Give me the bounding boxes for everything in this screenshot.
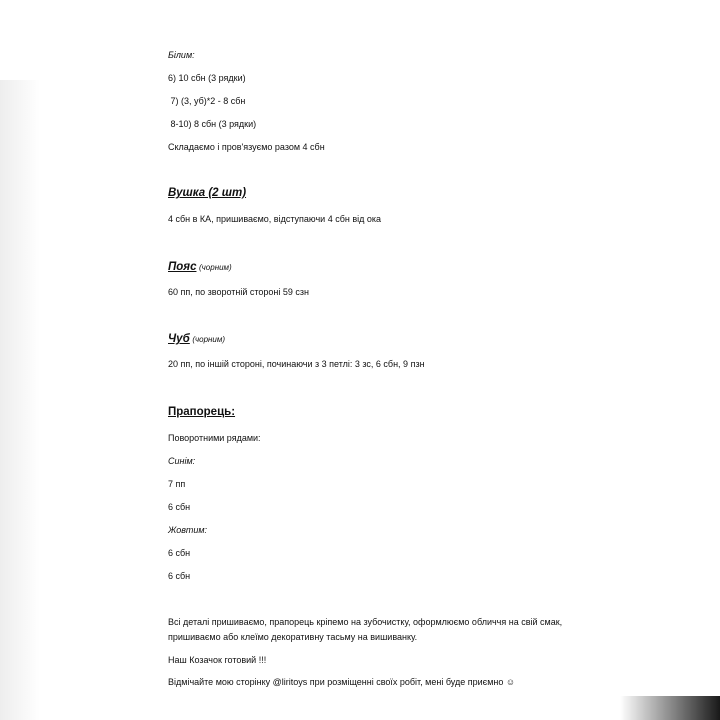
body-section-title: Білим: <box>168 50 195 60</box>
ears-text: 4 сбн в КА, пришиваємо, відступаючи 4 сбн від ока <box>168 214 381 224</box>
body-line-6: 6) 10 сбн (3 рядки) <box>168 73 246 83</box>
ready-line: Наш Козачок готовий !!! <box>168 655 267 665</box>
flag-blue-row: 6 сбн <box>168 502 191 512</box>
flag-blue-row: 7 пп <box>168 479 186 489</box>
assembly-paragraph: Всі деталі пришиваємо, прапорець кріпемо на зубочистку, оформлюємо обличчя на свій смак, пришиваємо або клеїмо декоративну тасьму на вишиванку. <box>168 617 563 642</box>
flag-heading: Прапорець: <box>168 406 236 418</box>
forelock-color-note: (чорним) <box>192 335 226 344</box>
forelock-heading-row <box>168 333 225 346</box>
body-line-7: 7) (3, уб)*2 - 8 сбн <box>168 96 246 106</box>
body-line-8-10: 8-10) 8 сбн (3 рядки) <box>168 119 257 129</box>
forelock-heading: Чуб <box>168 333 190 345</box>
flag-yellow-row: 6 сбн <box>168 571 191 581</box>
flag-yellow-row: 6 сбн <box>168 548 191 558</box>
ears-heading: Вушка (2 шт) <box>168 187 247 199</box>
flag-intro: Поворотними рядами: <box>168 433 261 443</box>
flag-blue-label: Синім: <box>168 456 196 466</box>
body-line-join: Складаємо і пров'язуємо разом 4 сбн <box>168 142 325 152</box>
forelock-text: 20 пп, по іншій стороні, починаючи з 3 петлі: 3 зс, 6 сбн, 9 пзн <box>168 359 425 369</box>
belt-text: 60 пп, по зворотній стороні 59 сзн <box>168 287 309 297</box>
flag-yellow-label: Жовтим: <box>168 525 208 535</box>
tag-line: Відмічайте мою сторінку @liritoys при розміщенні своїх робіт, мені буде приємно ☺ <box>168 677 516 687</box>
belt-heading: Пояс <box>168 261 197 273</box>
belt-heading-row <box>168 261 232 274</box>
belt-color-note: (чорним) <box>198 263 232 272</box>
